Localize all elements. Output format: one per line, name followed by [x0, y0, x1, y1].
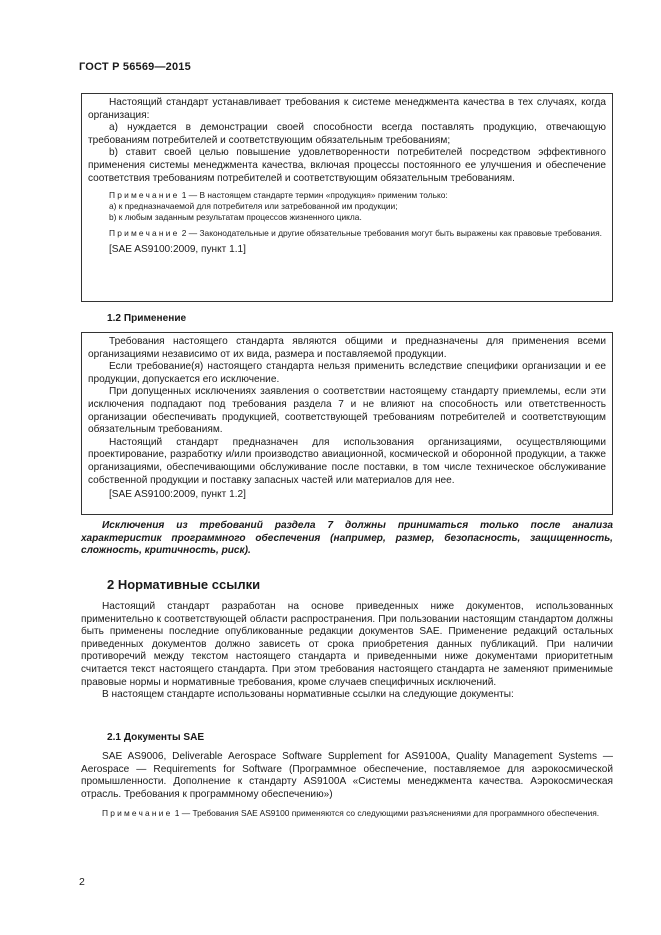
paragraph: а) нуждается в демонстрации своей способности всегда поставлять продукцию, отвечающую требованиям потребителей и соответствующим обязательным требованиям; — [88, 122, 606, 146]
paragraph: При допущенных исключениях заявления о соответствии настоящему стандарту приемлемы, если эти исключения подпадают под требования раздела 7 и не влияют на способность или ответственность организации обеспечивать продукцией, соответствующей требованиям потребителей и соответствующим обязательным требованиям. — [88, 386, 606, 436]
note-label: Примечание — [109, 227, 180, 238]
framed-text-box-2 — [81, 332, 613, 515]
exclusion-note-block — [81, 520, 613, 558]
section-heading-1-2: 1.2 Применение — [107, 313, 187, 324]
note-section-2-1 — [81, 808, 613, 819]
note-text: 2 — Законодательные и другие обязательные требования могут быть выражены как правовые требования. — [179, 227, 602, 238]
paragraph: В настоящем стандарте использованы нормативные ссылки на следующие документы: — [102, 689, 514, 701]
note-text: 1 — В настоящем стандарте термин «продукция» применим только: — [179, 190, 448, 201]
note-1-item-a: а) к предназначаемой для потребителя или затребованной им продукции; — [109, 200, 398, 211]
paragraph: Настоящий стандарт устанавливает требования к системе менеджмента качества в тех случаях, когда организация: — [88, 97, 606, 121]
note-label: Примечание — [102, 808, 173, 819]
paragraph: Требования настоящего стандарта являются общими и предназначены для применения всеми организациями независимо от их вида, размера и поставляемой продукции. — [88, 336, 606, 360]
note-1 — [88, 190, 606, 201]
paragraph: SAE AS9006, Deliverable Aerospace Software Supplement for AS9100A, Quality Management Systems — Aerospace — Requirements for Software (Программное обеспечение, поставляемое для аэрокосмической промышленности. Дополнение к стандарту AS9100A «Системы менеджмента качества. Аэрокосмическая отрасль. Требования к программному обеспечению») — [81, 751, 613, 800]
paragraph: Настоящий стандарт разработан на основе приведенных ниже документов, использованных применительно к соответствующей области распространения. При пользовании настоящим стандартом должны быть применены последние опубликованные редакции документов SAE. Применение редакций остальных приведенных документов должно зависеть от срока приобретения данных публикаций. При наличии противоречий между текстом настоящего стандарта и приведенными ниже документами приоритетным считается текст настоящего стандарта. При этом требования настоящего стандарта не заменяют применимые правовые нормы и нормативные требования, кроме случаев специфичных исключений. — [81, 601, 613, 688]
paragraph: Если требование(я) настоящего стандарта нельзя применить вследствие специфики организации и ее продукции, допускается его исключение. — [88, 361, 606, 385]
section-heading-2: 2 Нормативные ссылки — [107, 577, 261, 592]
note-text: 1 — Требования SAE AS9100 применяются со следующими разъяснениями для программного обеспечения. — [172, 808, 600, 819]
document-header: ГОСТ Р 56569—2015 — [79, 61, 191, 73]
page-number: 2 — [79, 876, 85, 888]
reference: [SAE AS9100:2009, пункт 1.1] — [109, 244, 246, 256]
section-2-body — [81, 601, 613, 702]
reference: [SAE AS9100:2009, пункт 1.2] — [109, 489, 246, 501]
note-label: Примечание — [109, 190, 180, 201]
paragraph: b) ставит своей целью повышение удовлетворенности потребителей посредством эффективного применения системы менеджмента качества, включая процессы постоянного ее улучшения и обеспечение соответствия требованиям потребителей и соответствующим обязательным требованиям. — [88, 147, 606, 184]
exclusion-note: Исключения из требований раздела 7 должны приниматься только после анализа характеристик программного обеспечения (например, размер, безопасность, защищенность, сложность, критичность, риск). — [81, 520, 613, 557]
note-1-item-b: b) к любым заданным результатам процессов жизненного цикла. — [109, 211, 362, 222]
note-2 — [88, 228, 606, 239]
paragraph: Настоящий стандарт предназначен для использования организациями, осуществляющими проектирование, разработку и/или производство авиационной, космической и оборонной продукции, а также организациями, обеспечивающими обслуживание после поставки, в том числе техническое обслуживание собственной продукции и поставку запасных частей или материалов для нее. — [88, 436, 606, 486]
section-2-1-body — [81, 751, 613, 819]
framed-text-box-1 — [81, 93, 613, 302]
section-heading-2-1: 2.1 Документы SAE — [107, 732, 205, 743]
